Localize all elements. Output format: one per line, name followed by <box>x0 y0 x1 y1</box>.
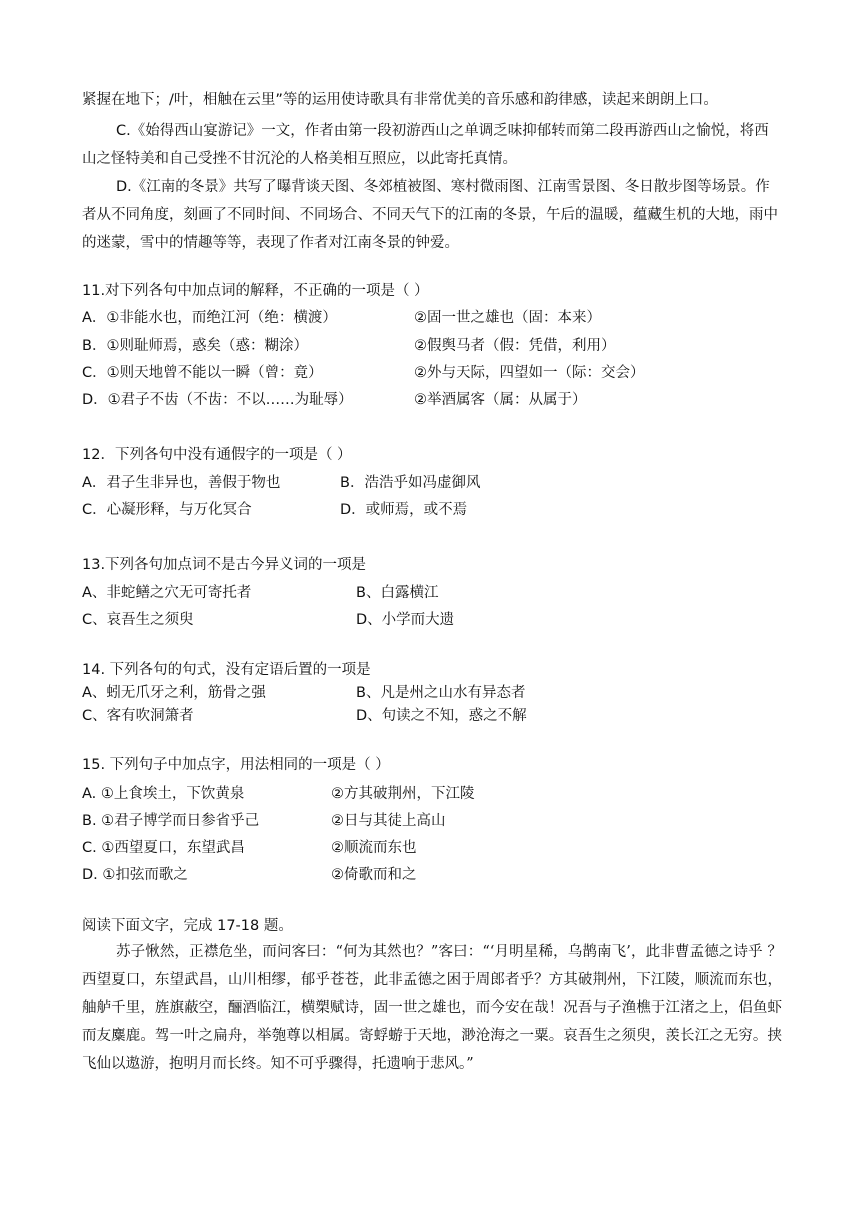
q15-option-c-2: ②顺流而东也 <box>331 840 417 856</box>
q15-option-d-1: D. ①扣弦而歌之 <box>82 867 188 883</box>
q11-option-a-1: A．①非能水也，而绝江河（绝：横渡） <box>82 310 337 326</box>
q15-option-b-2: ②日与其徒上高山 <box>331 813 446 829</box>
q13-option-b: B、白露横江 <box>356 585 439 601</box>
q13-option-d: D、小学而大遗 <box>356 612 455 628</box>
q14-option-d: D、句读之不知，惑之不解 <box>356 708 527 724</box>
q12-option-c: C．心凝形释，与万化冥合 <box>82 502 252 518</box>
q13-option-a: A、非蛇鳝之穴无可寄托者 <box>82 585 252 601</box>
q13-option-c: C、哀吾生之须臾 <box>82 612 194 628</box>
q15-option-c-1: C. ①西望夏口，东望武昌 <box>82 840 245 856</box>
q15-option-b-1: B. ①君子博学而日参省乎己 <box>82 813 260 829</box>
q11-option-d-2: ②举酒属客（属：从属于） <box>414 392 587 408</box>
q11-option-b-1: B．①则耻师焉，惑矣（惑：糊涂） <box>82 338 308 354</box>
q15-option-d-2: ②倚歌而和之 <box>331 867 417 883</box>
q12-stem: 12．下列各句中没有通假字的一项是（ ） <box>82 447 352 463</box>
q15-stem: 15. 下列句子中加点字，用法相同的一项是（ ） <box>82 757 390 773</box>
q14-stem: 14. 下列各句的句式，没有定语后置的一项是 <box>82 662 371 678</box>
reading-passage: 苏子愀然，正襟危坐，而问客曰：“何为其然也？”客曰：“‘月明星稀，乌鹊南飞’，此非曹孟德之诗乎 ？西望夏口，东望武昌，山川相缪，郁乎苍苍，此非孟德之困于周郎者乎？方其破荆州，下江陵，顺流而东也，舳舻千里，旌旗蔽空，酾酒临江，横槊赋诗，固一世之雄也，而今安在哉！况吾与子渔樵于江渚之上，侣鱼虾而友麋鹿。驾一叶之扁舟，举匏尊以相属。寄蜉蝣于天地，渺沧海之一粟。哀吾生之须臾，羡长江之无穷。挟飞仙以遨游，抱明月而长终。知不可乎骤得，托遗响于悲风。” <box>82 944 782 1072</box>
prev-option-c: C.《始得西山宴游记》一文，作者由第一段初游西山之单调乏味抑郁转而第二段再游西山之愉悦，将西山之怪特美和自己受挫不甘沉沦的人格美相互照应，以此寄托真情。 <box>82 123 769 167</box>
q12-option-a: A．君子生非异也，善假于物也 <box>82 475 281 491</box>
q11-option-b-2: ②假舆马者（假：凭借，利用） <box>414 338 616 354</box>
q15-option-a-1: A. ①上食埃土，下饮黄泉 <box>82 786 245 802</box>
q12-option-b: B．浩浩乎如冯虚御风 <box>340 475 481 491</box>
prev-option-d: D.《江南的冬景》共写了曝背谈天图、冬郊植被图、寒村微雨图、江南雪景图、冬日散步图等场景。作者从不同角度，刻画了不同时间、不同场合、不同天气下的江南的冬景，午后的温暖，蕴藏生机的大地，雨中的迷蒙，雪中的情趣等等，表现了作者对江南冬景的钟爱。 <box>82 179 778 251</box>
prev-option-continuation: 紧握在地下；/叶，相触在云里”等的运用使诗歌具有非常优美的音乐感和韵律感，读起来朗朗上口。 <box>82 92 718 108</box>
q12-option-d: D．或师焉，或不焉 <box>340 502 468 518</box>
q11-option-c-1: C．①则天地曾不能以一瞬（曾：竟） <box>82 365 323 381</box>
reading-intro: 阅读下面文字，完成 17-18 题。 <box>82 918 293 934</box>
q13-stem: 13.下列各句加点词不是古今异义词的一项是 <box>82 557 367 573</box>
q11-option-c-2: ②外与天际，四望如一（际：交会） <box>414 365 645 381</box>
q11-option-d-1: D．①君子不齿（不齿：不以……为耻辱） <box>82 392 353 408</box>
q14-option-c: C、客有吹洞箫者 <box>82 708 194 724</box>
q15-option-a-2: ②方其破荆州，下江陵 <box>331 786 475 802</box>
q14-option-b: B、凡是州之山水有异态者 <box>356 685 526 701</box>
q11-option-a-2: ②固一世之雄也（固：本来） <box>414 310 601 326</box>
q11-stem: 11.对下列各句中加点词的解释，不正确的一项是（ ） <box>82 283 429 299</box>
q14-option-a: A、蚓无爪牙之利，筋骨之强 <box>82 685 266 701</box>
